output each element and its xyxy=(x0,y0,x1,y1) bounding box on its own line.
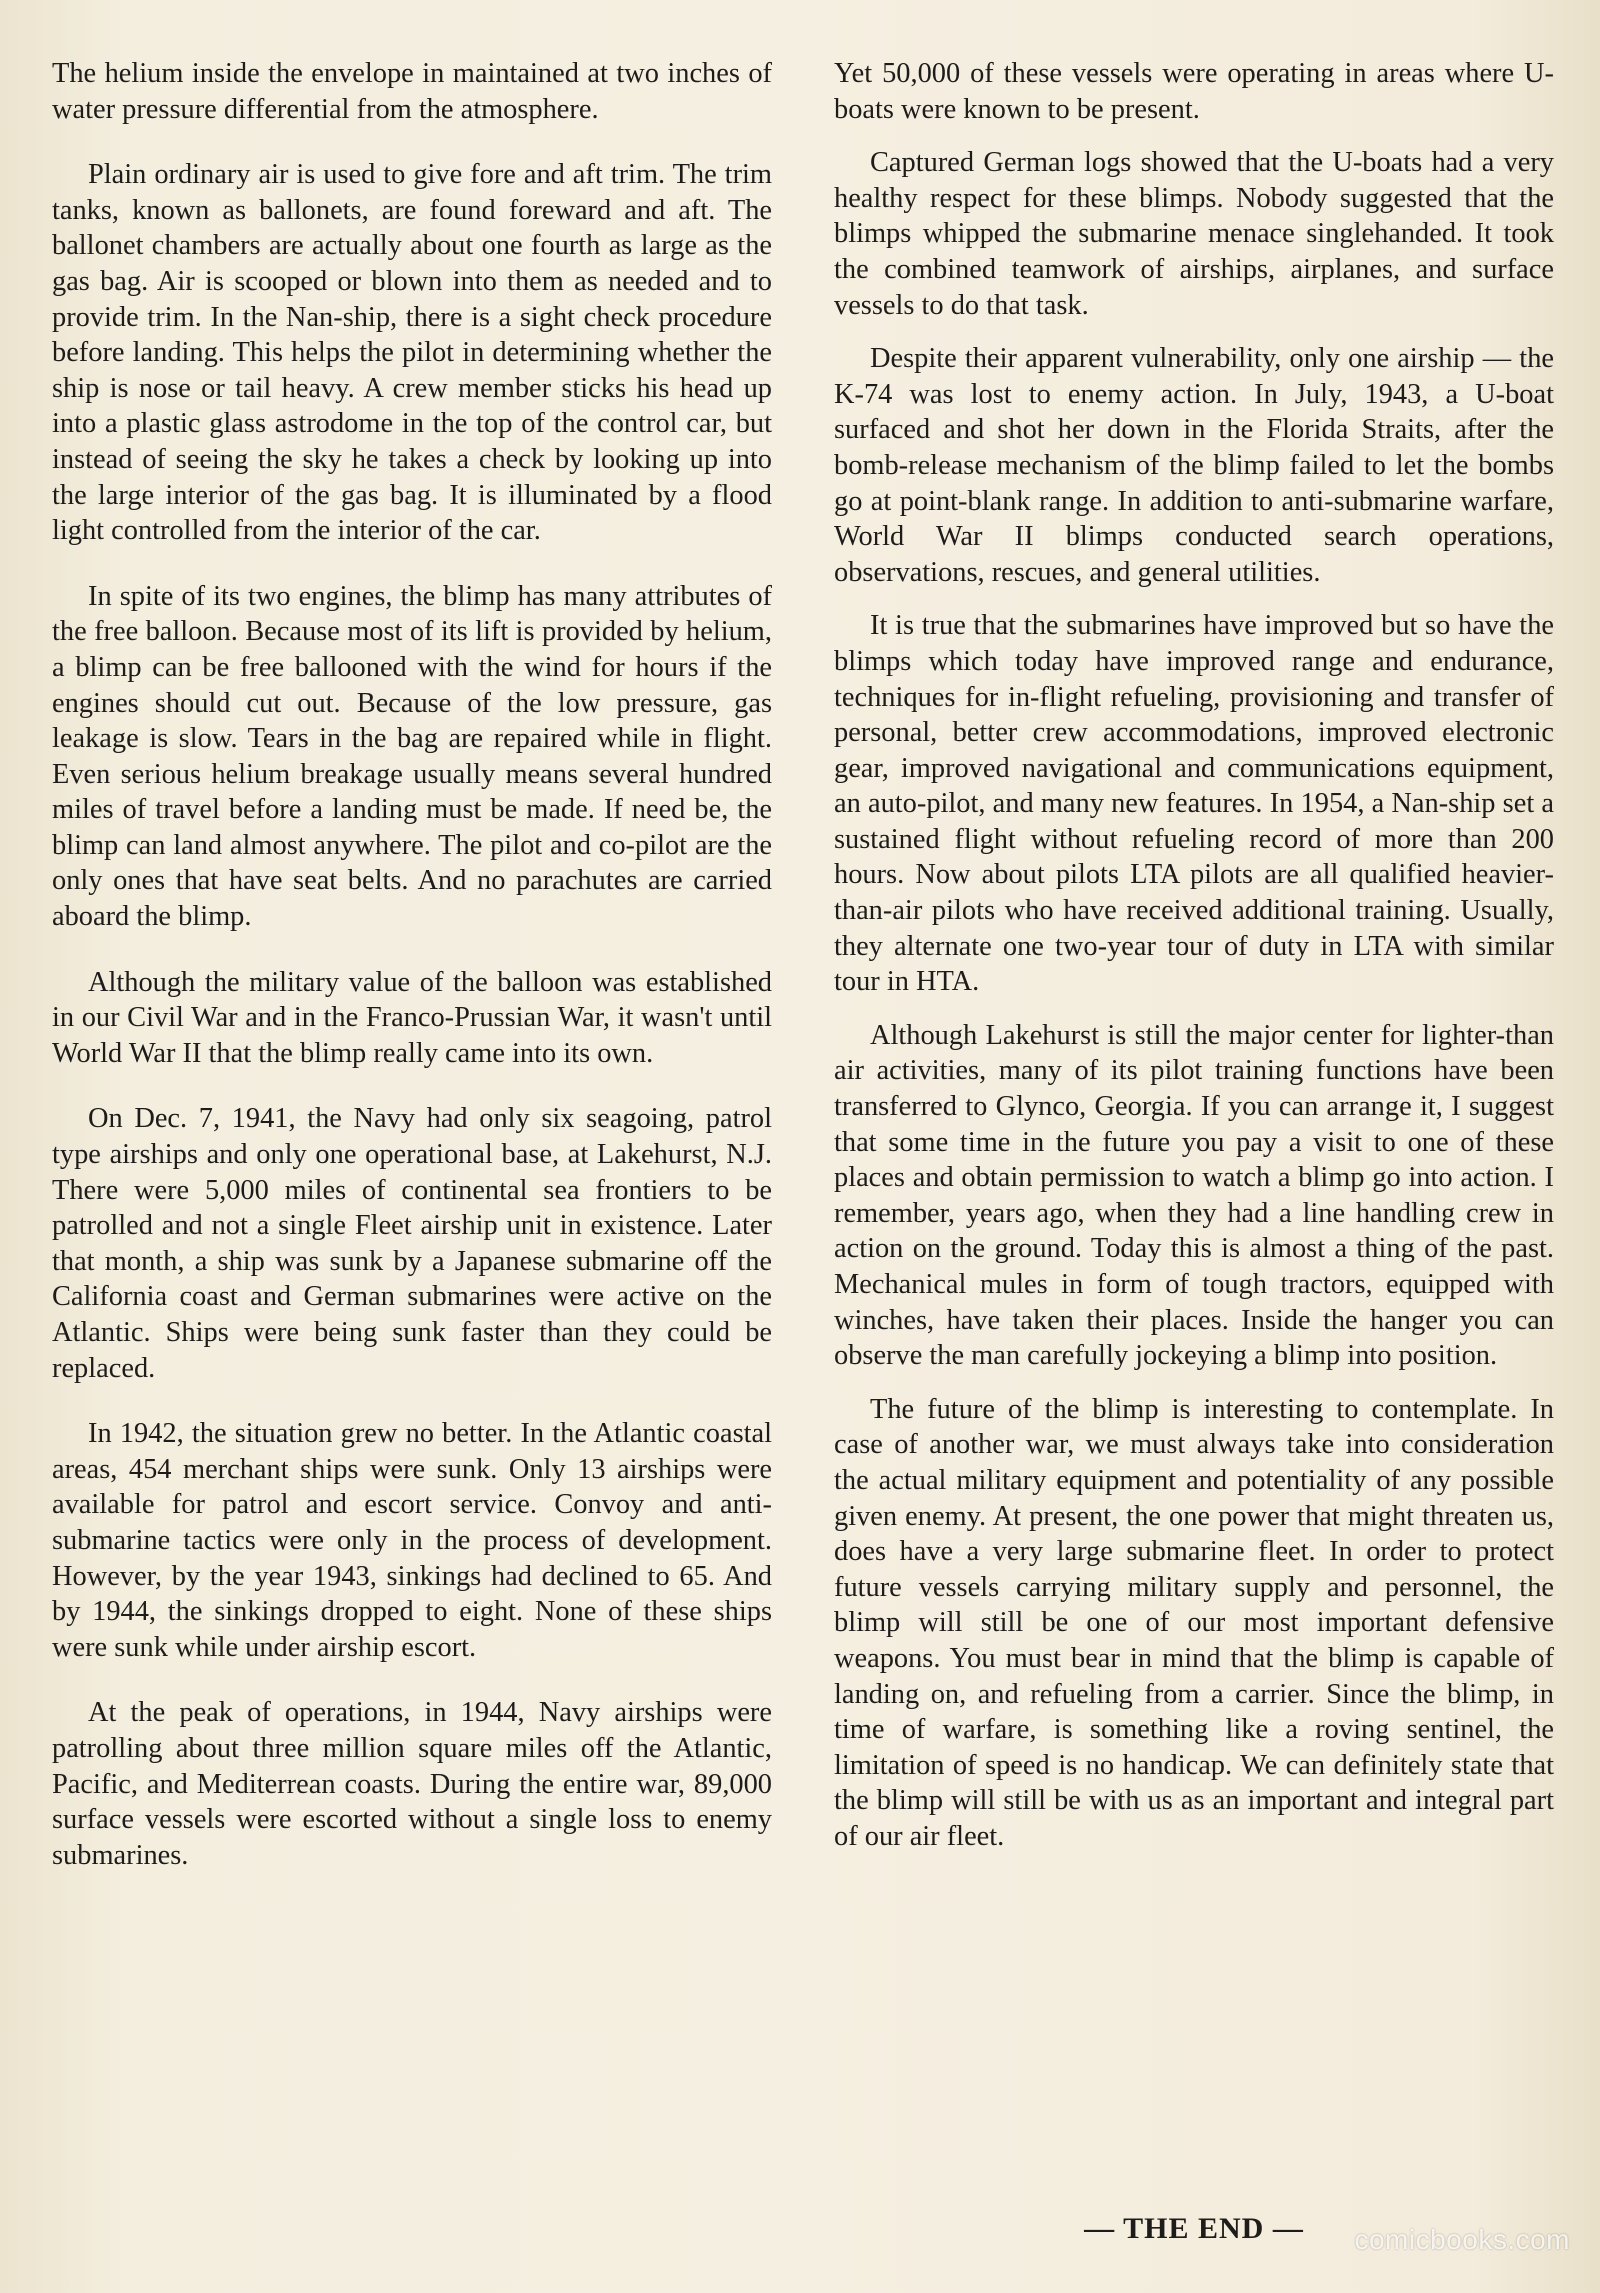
paragraph: Although Lakehurst is still the major center for lighter-than air activities, many of its pilot training functions have been transferred to Glynco, Georgia. If you can arrange it, I suggest that some time in the future you pay a visit to one of these places and obtain permission to watch a blimp go into action. I remember, years ago, when they had a line handling crew in action on the ground. Today this is almost a thing of the past. Mechanical mules in form of tough tractors, equipped with winches, have taken their places. Inside the hanger you can observe the man carefully jockeying a blimp into position. xyxy=(834,1019,1554,1372)
left-column xyxy=(52,56,772,1903)
watermark: comicbooks.com xyxy=(1354,2224,1570,2255)
paragraph: Captured German logs showed that the U-boats had a very healthy respect for these blimps. Nobody suggested that the blimps whipped the submarine menace singlehanded. It took the combined teamwork of airships, airplanes, and surface vessels to do that task. xyxy=(834,147,1554,321)
paragraph: In spite of its two engines, the blimp has many attributes of the free balloon. Because most of its lift is provided by helium, a blimp can be free ballooned with the wind for hours if the engines should cut out. Because of the low pressure, gas leakage is slow. Tears in the bag are repaired while in flight. Even serious helium breakage usually means several hundred miles of travel before a landing must be made. If need be, the blimp can land almost anywhere. The pilot and co-pilot are the only ones that have seat belts. And no parachutes are carried aboard the blimp. xyxy=(52,580,772,933)
right-column xyxy=(834,56,1554,1873)
paragraph: Despite their apparent vulnerability, only one airship — the K-74 was lost to enemy action. In July, 1943, a U-boat surfaced and shot her down in the Florida Straits, after the bomb-release mechanism of the blimp failed to let the bombs go at point-blank range. In addition to anti-submarine warfare, World War II blimps conducted search operations, observations, rescues, and general utilities. xyxy=(834,343,1554,588)
paragraph: Plain ordinary air is used to give fore and aft trim. The trim tanks, known as ballonets, are found foreward and aft. The ballonet chambers are actually about one fourth as large as the gas bag. Air is scooped or blown into them as needed and to provide trim. In the Nan-ship, there is a sight check procedure before landing. This helps the pilot in determining whether the ship is nose or tail heavy. A crew member sticks his head up into a plastic glass astrodome in the top of the control car, but instead of seeing the sky he takes a check by looking up into the large interior of the gas bag. It is illuminated by a flood light controlled from the interior of the car. xyxy=(52,159,772,547)
paragraph: It is true that the submarines have improved but so have the blimps which today have improved range and endurance, techniques for in-flight refueling, provisioning and transfer of personal, better crew accommodations, improved electronic gear, improved navigational and communications equipment, an auto-pilot, and many new features. In 1954, a Nan-ship set a sustained flight without refueling record of more than 200 hours. Now about pilots LTA pilots are all qualified heavier-than-air pilots who have received additional training. Usually, they alternate one two-year tour of duty in LTA with similar tour in HTA. xyxy=(834,610,1554,998)
paragraph: Yet 50,000 of these vessels were operating in areas where U-boats were known to be present. xyxy=(834,58,1554,125)
paragraph: The future of the blimp is interesting to contemplate. In case of another war, we must always take into consideration the actual military equipment and potentiality of any possible given enemy. At present, the one power that might threaten us, does have a very large submarine fleet. In order to protect future vessels carrying military supply and personnel, the blimp will still be one of our most important defensive weapons. You must bear in mind that the blimp is capable of landing on, and refueling from a carrier. Since the blimp, in time of warfare, is something like a roving sentinel, the limitation of speed is no handicap. We can definitely state that the blimp will still be with us as an important and integral part of our air fleet. xyxy=(834,1393,1554,1852)
paragraph: On Dec. 7, 1941, the Navy had only six seagoing, patrol type airships and only one operational base, at Lakehurst, N.J. There were 5,000 miles of continental sea frontiers to be patrolled and not a single Fleet airship unit in existence. Later that month, a ship was sunk by a Japanese submarine off the California coast and German submarines were active on the Atlantic. Ships were being sunk faster than they could be replaced. xyxy=(52,1103,772,1384)
paragraph: The helium inside the envelope in maintained at two inches of water pressure differential from the atmosphere. xyxy=(52,58,772,125)
paragraph: At the peak of operations, in 1944, Navy airships were patrolling about three million square miles off the Atlantic, Pacific, and Mediterrean coasts. During the entire war, 89,000 surface vessels were escorted without a single loss to enemy submarines. xyxy=(52,1697,772,1871)
paragraph: Although the military value of the balloon was established in our Civil War and in the Franco-Prussian War, it wasn't until World War II that the blimp really came into its own. xyxy=(52,966,772,1069)
the-end-marker: — THE END — xyxy=(1084,2212,1304,2245)
paragraph: In 1942, the situation grew no better. In the Atlantic coastal areas, 454 merchant ships were sunk. Only 13 airships were available for patrol and escort service. Convoy and anti-submarine tactics were only in the process of development. However, by the year 1943, sinkings had declined to 65. And by 1944, the sinkings dropped to eight. None of these ships were sunk while under airship escort. xyxy=(52,1418,772,1663)
